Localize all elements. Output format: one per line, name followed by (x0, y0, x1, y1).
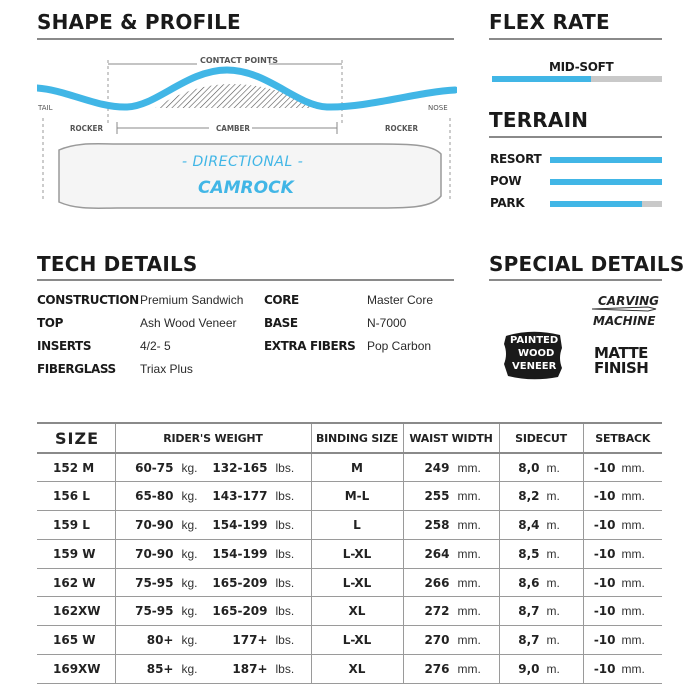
tech-val-fiberglass: Triax Plus (140, 362, 193, 376)
row-size: 169XW (37, 655, 115, 684)
row-waist-value: 276 (424, 661, 450, 676)
row-kg: 60-75 (135, 460, 174, 475)
row-waist-value: 258 (424, 517, 450, 532)
row-setback (583, 568, 662, 597)
table-row (37, 482, 662, 511)
row-lbs: 165-209 (212, 575, 268, 590)
row-setback-value: -10 (593, 517, 616, 532)
row-waist (403, 626, 499, 655)
row-lbs-unit: lbs. (275, 489, 295, 504)
terrain-title: TERRAIN (489, 108, 589, 132)
size-table-header (37, 423, 662, 453)
matte-finish-badge (594, 344, 660, 378)
contact-points-label: CONTACT POINTS (200, 56, 279, 65)
header-binding-size: BINDING SIZE (311, 423, 403, 453)
row-sidecut (499, 568, 583, 597)
carving-text: CARVING (598, 294, 659, 308)
row-weight (115, 626, 311, 655)
row-setback-unit: mm. (621, 575, 645, 590)
header-waist-width: WAIST WIDTH (403, 423, 499, 453)
terrain-pow-label: POW (490, 174, 522, 188)
row-size: 159 L (37, 511, 115, 540)
row-lbs-unit: lbs. (275, 633, 295, 648)
row-sidecut-unit: m. (546, 517, 560, 532)
tech-key-inserts: INSERTS (37, 339, 92, 353)
wood-text: WOOD (518, 348, 555, 359)
veneer-text: VENEER (512, 361, 557, 372)
row-waist (403, 539, 499, 568)
row-waist-value: 249 (424, 460, 450, 475)
row-kg: 70-90 (135, 517, 174, 532)
row-binding (311, 626, 403, 655)
header-sidecut: SIDECUT (499, 423, 583, 453)
table-row (37, 568, 662, 597)
row-binding (311, 568, 403, 597)
row-setback-value: -10 (593, 546, 616, 561)
row-binding-value: L-XL (342, 575, 372, 590)
row-setback-value: -10 (593, 575, 616, 590)
tech-key-base: BASE (264, 316, 298, 330)
row-waist-unit: mm. (457, 661, 481, 676)
carving-machine-badge (590, 292, 660, 332)
flex-rate-bar (492, 76, 662, 82)
tech-val-inserts: 4/2- 5 (140, 339, 171, 353)
special-details-divider (489, 279, 662, 281)
row-waist-unit: mm. (457, 604, 481, 619)
row-sidecut (499, 597, 583, 626)
shape-profile-divider (37, 38, 454, 40)
row-setback (583, 626, 662, 655)
row-waist-value: 255 (424, 489, 450, 504)
row-waist-value: 270 (424, 633, 450, 648)
row-sidecut-unit: m. (546, 575, 560, 590)
row-kg: 65-80 (135, 489, 174, 504)
flex-rate-fill (492, 76, 591, 82)
terrain-park-label: PARK (490, 196, 525, 210)
row-size: 162 W (37, 568, 115, 597)
row-size: 162XW (37, 597, 115, 626)
row-kg: 70-90 (135, 546, 174, 561)
row-sidecut-unit: m. (546, 460, 560, 475)
row-setback-unit: mm. (621, 604, 645, 619)
terrain-divider (489, 136, 662, 138)
row-waist (403, 568, 499, 597)
row-sidecut (499, 511, 583, 540)
table-row (37, 655, 662, 684)
row-weight (115, 539, 311, 568)
row-setback-unit: mm. (621, 489, 645, 504)
row-weight (115, 655, 311, 684)
tech-details-divider (37, 279, 454, 281)
row-weight (115, 482, 311, 511)
row-sidecut (499, 626, 583, 655)
row-lbs-unit: lbs. (275, 661, 295, 676)
row-kg-unit: kg. (181, 604, 198, 619)
row-setback (583, 482, 662, 511)
row-setback-unit: mm. (621, 546, 645, 561)
matte-text: MATTE (594, 344, 648, 362)
row-setback-value: -10 (593, 489, 616, 504)
tech-key-extra-fibers: EXTRA FIBERS (264, 339, 356, 353)
row-sidecut-unit: m. (546, 661, 560, 676)
terrain-pow-fill (550, 179, 662, 185)
row-lbs-unit: lbs. (275, 460, 295, 475)
table-row (37, 626, 662, 655)
row-binding (311, 655, 403, 684)
row-setback-unit: mm. (621, 517, 645, 532)
row-kg: 85+ (146, 661, 174, 676)
row-setback (583, 453, 662, 482)
row-kg-unit: kg. (181, 460, 198, 475)
row-binding (311, 482, 403, 511)
row-setback-unit: mm. (621, 460, 645, 475)
terrain-resort-label: RESORT (490, 152, 542, 166)
shape-profile-title: SHAPE & PROFILE (37, 10, 241, 34)
row-sidecut-value: 8,6 (518, 575, 540, 590)
row-setback (583, 597, 662, 626)
row-weight (115, 568, 311, 597)
flex-rate-title: FLEX RATE (489, 10, 610, 34)
table-row (37, 597, 662, 626)
row-waist-unit: mm. (457, 546, 481, 561)
row-setback-value: -10 (593, 633, 616, 648)
row-waist (403, 597, 499, 626)
table-row (37, 511, 662, 540)
row-waist-unit: mm. (457, 517, 481, 532)
row-sidecut-value: 8,7 (518, 633, 540, 648)
nose-label: NOSE (428, 104, 448, 112)
row-size: 165 W (37, 626, 115, 655)
rocker-left-label: ROCKER (70, 124, 103, 133)
row-setback (583, 539, 662, 568)
table-row (37, 539, 662, 568)
finish-text: FINISH (594, 359, 649, 377)
camber-label: CAMBER (216, 124, 250, 133)
row-sidecut-value: 8,0 (518, 460, 540, 475)
row-weight (115, 511, 311, 540)
row-sidecut-unit: m. (546, 633, 560, 648)
row-binding (311, 539, 403, 568)
tech-key-top: TOP (37, 316, 63, 330)
tech-val-extra-fibers: Pop Carbon (367, 339, 432, 353)
row-binding-value: XL (348, 604, 366, 619)
row-lbs: 187+ (232, 661, 268, 676)
row-kg: 80+ (146, 633, 174, 648)
row-weight (115, 597, 311, 626)
terrain-resort-fill (550, 157, 662, 163)
tech-key-fiberglass: FIBERGLASS (37, 362, 116, 376)
camrock-label: CAMROCK (198, 178, 294, 198)
machine-text: MACHINE (593, 314, 656, 328)
row-sidecut (499, 453, 583, 482)
header-riders-weight: RIDER'S WEIGHT (115, 423, 311, 453)
terrain-pow-bar (550, 179, 662, 185)
row-lbs-unit: lbs. (275, 575, 295, 590)
row-sidecut-value: 9,0 (518, 661, 540, 676)
row-binding-value: L-XL (342, 633, 372, 648)
row-lbs: 143-177 (212, 489, 268, 504)
terrain-park-fill (550, 201, 642, 207)
row-lbs: 132-165 (212, 460, 268, 475)
row-lbs: 177+ (232, 633, 268, 648)
size-table (37, 422, 662, 684)
row-waist (403, 482, 499, 511)
flex-rate-value: MID-SOFT (549, 60, 614, 74)
row-kg: 75-95 (135, 604, 174, 619)
row-kg-unit: kg. (181, 661, 198, 676)
row-waist-value: 266 (424, 575, 450, 590)
tail-label: TAIL (38, 104, 53, 112)
row-weight (115, 453, 311, 482)
row-setback-unit: mm. (621, 661, 645, 676)
row-setback (583, 655, 662, 684)
row-binding (311, 453, 403, 482)
row-sidecut-value: 8,5 (518, 546, 540, 561)
row-setback-value: -10 (593, 604, 616, 619)
header-setback: SETBACK (583, 423, 662, 453)
row-setback (583, 511, 662, 540)
terrain-park-bar (550, 201, 662, 207)
row-lbs-unit: lbs. (275, 604, 295, 619)
size-table-body (37, 453, 662, 683)
row-kg-unit: kg. (181, 575, 198, 590)
painted-wood-veneer-badge (502, 330, 564, 380)
tech-val-base: N-7000 (367, 316, 407, 330)
row-lbs-unit: lbs. (275, 517, 295, 532)
row-sidecut-value: 8,2 (518, 489, 540, 504)
row-sidecut-unit: m. (546, 604, 560, 619)
row-sidecut (499, 482, 583, 511)
row-kg-unit: kg. (181, 489, 198, 504)
row-size: 159 W (37, 539, 115, 568)
tech-val-construction: Premium Sandwich (140, 293, 244, 307)
row-binding (311, 597, 403, 626)
row-lbs: 154-199 (212, 517, 268, 532)
flex-rate-divider (489, 38, 662, 40)
row-sidecut-unit: m. (546, 489, 560, 504)
row-waist-value: 272 (424, 604, 450, 619)
row-binding-value: M-L (344, 489, 370, 504)
terrain-resort-bar (550, 157, 662, 163)
row-setback-unit: mm. (621, 633, 645, 648)
row-sidecut-value: 8,4 (518, 517, 540, 532)
row-waist-unit: mm. (457, 460, 481, 475)
row-waist (403, 655, 499, 684)
row-binding-value: L (353, 517, 361, 532)
row-setback-value: -10 (593, 460, 616, 475)
row-sidecut (499, 539, 583, 568)
row-size: 156 L (37, 482, 115, 511)
tech-val-core: Master Core (367, 293, 434, 307)
row-binding-value: L-XL (342, 546, 372, 561)
special-details-title: SPECIAL DETAILS (489, 252, 685, 276)
row-binding (311, 511, 403, 540)
row-sidecut (499, 655, 583, 684)
row-waist-unit: mm. (457, 575, 481, 590)
row-waist-value: 264 (424, 546, 450, 561)
row-binding-value: M (351, 460, 363, 475)
row-sidecut-unit: m. (546, 546, 560, 561)
directional-label: - DIRECTIONAL - (182, 154, 304, 170)
row-lbs-unit: lbs. (275, 546, 295, 561)
row-binding-value: XL (348, 661, 366, 676)
tech-val-top: Ash Wood Veneer (140, 316, 237, 330)
row-waist-unit: mm. (457, 633, 481, 648)
row-waist (403, 453, 499, 482)
tech-key-core: CORE (264, 293, 299, 307)
row-setback-value: -10 (593, 661, 616, 676)
header-size: SIZE (37, 423, 115, 453)
row-lbs: 154-199 (212, 546, 268, 561)
row-size: 152 M (37, 453, 115, 482)
painted-text: PAINTED (510, 335, 559, 346)
row-kg-unit: kg. (181, 517, 198, 532)
tech-key-construction: CONSTRUCTION (37, 293, 139, 307)
row-sidecut-value: 8,7 (518, 604, 540, 619)
table-row (37, 453, 662, 482)
rocker-right-label: ROCKER (385, 124, 418, 133)
row-waist (403, 511, 499, 540)
row-waist-unit: mm. (457, 489, 481, 504)
row-kg-unit: kg. (181, 633, 198, 648)
tech-details-title: TECH DETAILS (37, 252, 198, 276)
row-kg: 75-95 (135, 575, 174, 590)
row-kg-unit: kg. (181, 546, 198, 561)
row-lbs: 165-209 (212, 604, 268, 619)
